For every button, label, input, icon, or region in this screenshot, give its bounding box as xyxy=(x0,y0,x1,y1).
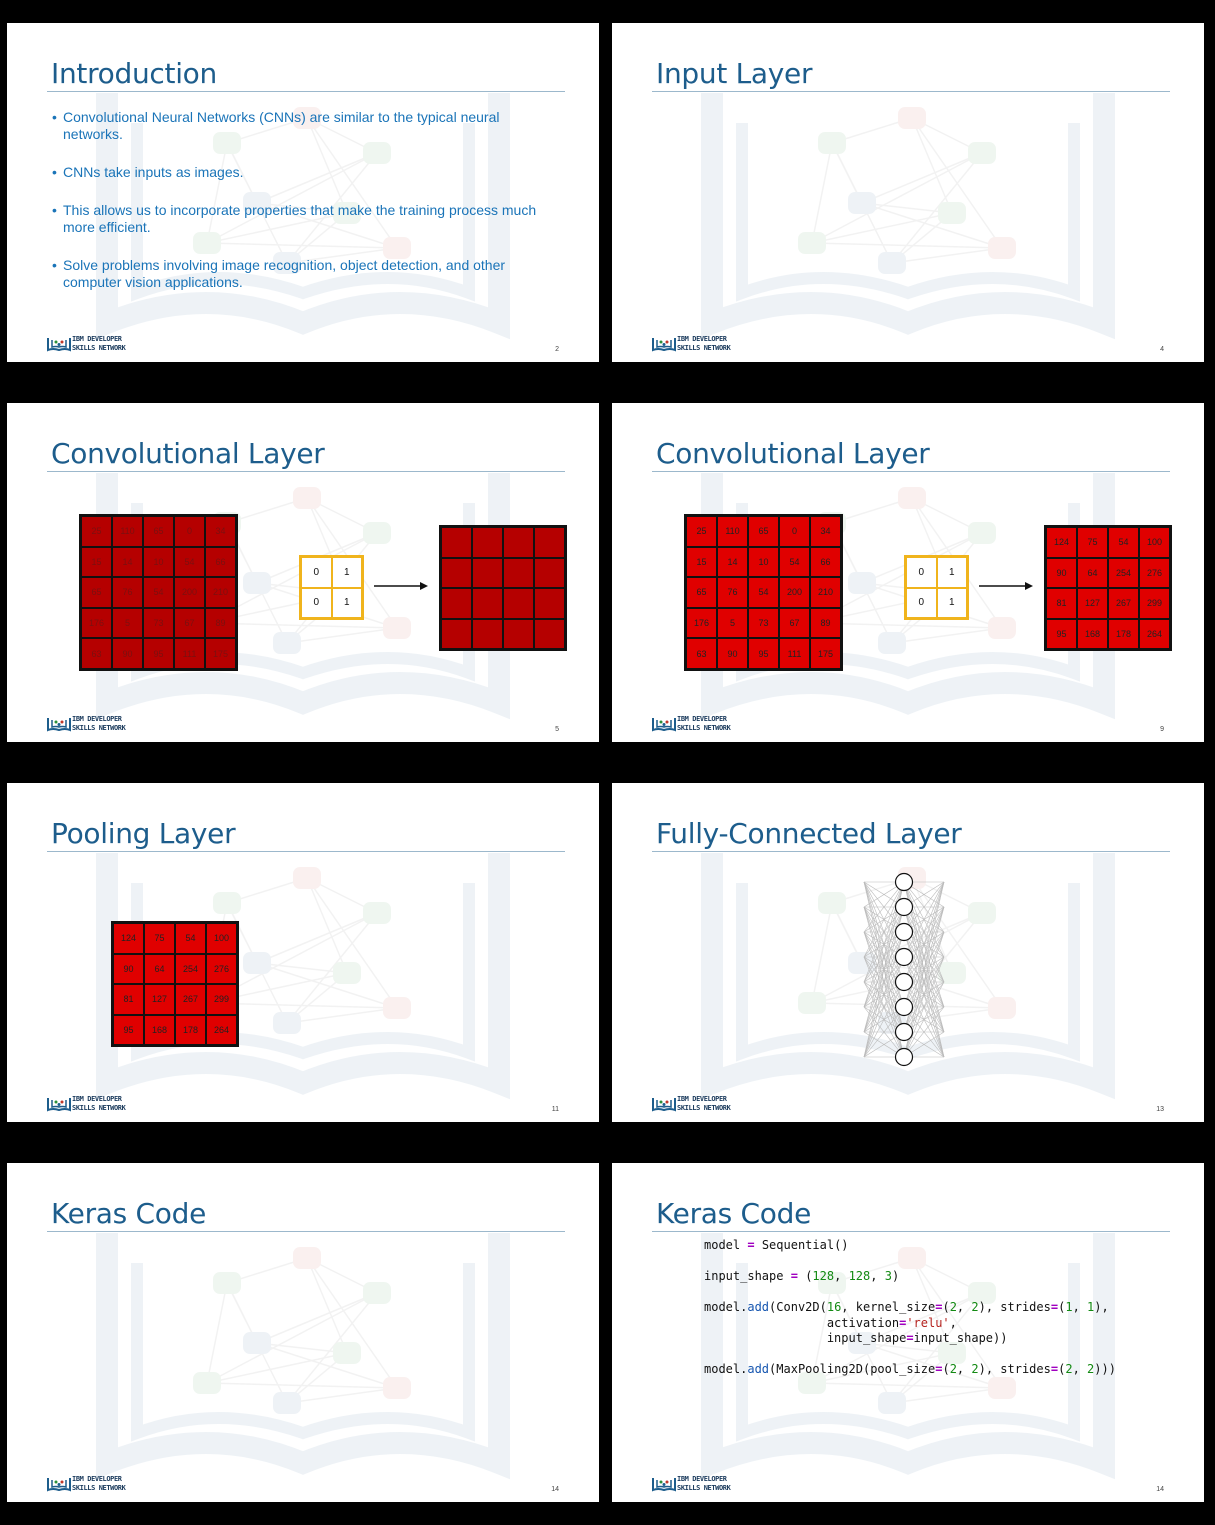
matrix-cell: 5 xyxy=(112,608,143,639)
matrix-cell: 267 xyxy=(1108,588,1139,619)
code-token: 16 xyxy=(826,1300,842,1314)
arrow-right-icon xyxy=(979,581,1033,591)
matrix-cell: 0 xyxy=(301,588,332,619)
code-token: = xyxy=(935,1300,943,1314)
matrix-cell: 254 xyxy=(1108,558,1139,589)
slide-keras-code-empty[interactable] xyxy=(4,1144,602,1516)
page-number: 14 xyxy=(1156,1486,1164,1493)
matrix-cell: 254 xyxy=(175,954,206,985)
page-number: 14 xyxy=(551,1486,559,1493)
book-logo-icon xyxy=(652,1476,676,1492)
code-token: 2 xyxy=(1065,1362,1073,1376)
bullet-item: • This allows us to incorporate properties that make the training process much more efficient. xyxy=(52,202,552,236)
page-number: 11 xyxy=(551,1106,559,1113)
ibm-logo xyxy=(652,1474,742,1494)
code-token: ( xyxy=(1058,1362,1066,1376)
matrix-cell: 0 xyxy=(906,588,937,619)
matrix-cell: 90 xyxy=(112,638,143,669)
code-token: , xyxy=(956,1362,972,1376)
code-token: ), strides xyxy=(978,1300,1051,1314)
matrix-cell: 127 xyxy=(1077,588,1108,619)
matrix-cell: 81 xyxy=(1046,588,1077,619)
matrix-cell xyxy=(503,619,534,650)
matrix-cell: 65 xyxy=(686,577,717,608)
watermark-shapes xyxy=(712,93,1104,323)
slide-title: Pooling Layer xyxy=(51,817,236,850)
matrix-cell: 75 xyxy=(1077,527,1108,558)
matrix-cell xyxy=(472,527,503,558)
matrix-cell: 0 xyxy=(906,557,937,588)
code-token: ( xyxy=(805,1269,813,1283)
matrix-cell: 76 xyxy=(717,577,748,608)
matrix-cell: 54 xyxy=(779,547,810,578)
ibm-logo xyxy=(652,334,742,354)
code-token: model. xyxy=(704,1300,748,1314)
code-token: 2 xyxy=(971,1300,979,1314)
matrix-cell: 10 xyxy=(143,547,174,578)
title-divider xyxy=(47,471,565,472)
matrix-cell: 63 xyxy=(81,638,112,669)
matrix-cell: 176 xyxy=(81,608,112,639)
code-token: 1 xyxy=(1087,1300,1095,1314)
matrix-cell: 15 xyxy=(81,547,112,578)
slide-keras-code[interactable] xyxy=(609,1144,1207,1516)
matrix-cell xyxy=(534,527,565,558)
matrix-cell: 200 xyxy=(174,577,205,608)
matrix-cell: 168 xyxy=(144,1015,175,1046)
matrix-cell: 54 xyxy=(1108,527,1139,558)
logo-text-line2: SKILLS NETWORK xyxy=(72,1484,126,1492)
title-divider xyxy=(47,851,565,852)
matrix-cell: 0 xyxy=(301,557,332,588)
matrix-cell: 178 xyxy=(175,1015,206,1046)
slide-fully-connected-layer[interactable] xyxy=(609,764,1207,1136)
title-divider xyxy=(47,1231,565,1232)
matrix-cell: 111 xyxy=(779,638,810,669)
code-token: = xyxy=(747,1238,755,1252)
matrix-cell: 10 xyxy=(748,547,779,578)
code-token: input_shape)) xyxy=(913,1331,1008,1345)
matrix-cell: 54 xyxy=(174,547,205,578)
matrix-cell: 89 xyxy=(205,608,236,639)
matrix-cell: 175 xyxy=(205,638,236,669)
matrix-cell: 276 xyxy=(206,954,237,985)
matrix-cell: 178 xyxy=(1108,619,1139,650)
matrix-cell: 299 xyxy=(1139,588,1170,619)
matrix-cell: 0 xyxy=(174,516,205,547)
kernel-matrix xyxy=(299,555,364,620)
title-divider xyxy=(47,91,565,92)
logo-text-line1: IBM DEVELOPER xyxy=(677,1475,727,1483)
bullet-item: • CNNs take inputs as images. xyxy=(52,164,552,181)
matrix-cell xyxy=(534,588,565,619)
matrix-cell xyxy=(534,558,565,589)
matrix-cell: 75 xyxy=(144,923,175,954)
matrix-cell xyxy=(472,558,503,589)
matrix-cell xyxy=(503,588,534,619)
matrix-cell: 100 xyxy=(1139,527,1170,558)
slide-title: Introduction xyxy=(51,57,217,90)
input-matrix xyxy=(79,514,238,671)
code-token: 2 xyxy=(949,1362,957,1376)
matrix-cell: 67 xyxy=(779,608,810,639)
matrix-cell xyxy=(472,619,503,650)
output-matrix xyxy=(439,525,567,651)
matrix-cell: 175 xyxy=(810,638,841,669)
code-token: add xyxy=(747,1300,770,1314)
logo-text-line1: IBM DEVELOPER xyxy=(677,1095,727,1103)
title-divider xyxy=(652,851,1170,852)
matrix-cell: 110 xyxy=(112,516,143,547)
matrix-cell: 34 xyxy=(810,516,841,547)
code-token: , xyxy=(1072,1362,1088,1376)
logo-text-line1: IBM DEVELOPER xyxy=(72,715,122,723)
code-token: , xyxy=(956,1300,972,1314)
logo-text-line2: SKILLS NETWORK xyxy=(677,1104,731,1112)
code-block xyxy=(704,1238,1116,1378)
matrix-cell: 34 xyxy=(205,516,236,547)
matrix-cell: 63 xyxy=(686,638,717,669)
page-number: 9 xyxy=(1160,726,1164,733)
matrix-cell xyxy=(441,558,472,589)
code-token: model. xyxy=(704,1362,748,1376)
code-token: ))) xyxy=(1094,1362,1116,1376)
book-logo-icon xyxy=(47,1476,71,1492)
slide-title: Keras Code xyxy=(51,1197,207,1230)
code-token: , xyxy=(870,1269,885,1283)
code-token: 'relu' xyxy=(906,1315,950,1330)
page-number: 5 xyxy=(555,726,559,733)
code-token: ) xyxy=(891,1269,900,1283)
code-token: ( xyxy=(942,1300,950,1314)
slide-title: Fully-Connected Layer xyxy=(656,817,962,850)
matrix-cell: 90 xyxy=(113,954,144,985)
matrix-cell: 90 xyxy=(717,638,748,669)
matrix-cell xyxy=(441,619,472,650)
matrix-cell xyxy=(534,619,565,650)
matrix-cell: 25 xyxy=(686,516,717,547)
output-matrix xyxy=(1044,525,1172,651)
code-token: = xyxy=(1050,1362,1059,1376)
slide-input-layer[interactable] xyxy=(609,4,1207,376)
page-number: 4 xyxy=(1160,346,1164,353)
neuron-node xyxy=(896,1024,913,1041)
code-token: input_shape xyxy=(826,1331,907,1345)
code-token: Sequential() xyxy=(761,1238,849,1252)
arrow-right-icon xyxy=(374,581,428,591)
matrix-cell: 1 xyxy=(937,588,968,619)
code-token: = xyxy=(1050,1300,1059,1314)
matrix-cell: 95 xyxy=(143,638,174,669)
matrix-cell: 95 xyxy=(113,1015,144,1046)
logo-text-line2: SKILLS NETWORK xyxy=(72,1104,126,1112)
matrix-cell: 100 xyxy=(206,923,237,954)
slide-title: Input Layer xyxy=(656,57,813,90)
matrix-cell: 81 xyxy=(113,984,144,1015)
logo-text-line1: IBM DEVELOPER xyxy=(72,335,122,343)
neural-network-diagram xyxy=(862,871,946,1069)
code-token: = xyxy=(790,1269,798,1283)
matrix-cell xyxy=(472,588,503,619)
matrix-cell: 110 xyxy=(717,516,748,547)
code-token: 1 xyxy=(1065,1300,1073,1314)
slide-title: Keras Code xyxy=(656,1197,812,1230)
neuron-node xyxy=(896,874,913,891)
matrix-cell: 124 xyxy=(1046,527,1077,558)
matrix-cell: 25 xyxy=(81,516,112,547)
matrix-cell: 210 xyxy=(205,577,236,608)
book-logo-icon xyxy=(652,716,676,732)
matrix-cell: 124 xyxy=(113,923,144,954)
title-divider xyxy=(652,471,1170,472)
neuron-node xyxy=(896,999,913,1016)
logo-text-line1: IBM DEVELOPER xyxy=(677,715,727,723)
ibm-logo xyxy=(652,714,742,734)
slide-title: Convolutional Layer xyxy=(51,437,325,470)
code-token: ( xyxy=(1058,1300,1066,1314)
matrix-cell: 65 xyxy=(81,577,112,608)
matrix-cell: 54 xyxy=(143,577,174,608)
code-token: , xyxy=(1072,1300,1088,1314)
logo-text-line2: SKILLS NETWORK xyxy=(677,344,731,352)
slide-introduction[interactable] xyxy=(4,4,602,376)
code-token: 128 xyxy=(848,1269,871,1283)
matrix-cell: 15 xyxy=(686,547,717,578)
matrix-cell: 64 xyxy=(144,954,175,985)
matrix-cell: 67 xyxy=(174,608,205,639)
matrix-cell: 176 xyxy=(686,608,717,639)
page-number: 2 xyxy=(555,346,559,353)
code-token: model xyxy=(704,1238,741,1252)
ibm-logo xyxy=(47,1474,137,1494)
slide-title: Convolutional Layer xyxy=(656,437,930,470)
code-token: ), strides xyxy=(978,1362,1051,1376)
matrix-cell: 5 xyxy=(717,608,748,639)
neuron-node xyxy=(896,1049,913,1066)
logo-text-line2: SKILLS NETWORK xyxy=(72,724,126,732)
neuron-node xyxy=(896,924,913,941)
book-logo-icon xyxy=(47,1096,71,1112)
page-number: 13 xyxy=(1156,1106,1164,1113)
code-token: input_shape xyxy=(704,1269,784,1283)
bullet-list xyxy=(52,109,552,312)
matrix-cell: 54 xyxy=(175,923,206,954)
code-token: activation xyxy=(826,1315,900,1330)
watermark-shapes xyxy=(107,1233,499,1463)
code-token: (MaxPooling2D(pool_size xyxy=(769,1362,936,1376)
matrix-cell: 90 xyxy=(1046,558,1077,589)
ibm-logo xyxy=(47,1094,137,1114)
code-token: = xyxy=(906,1331,914,1345)
code-token: ( xyxy=(942,1362,950,1376)
matrix-cell xyxy=(503,527,534,558)
logo-text-line1: IBM DEVELOPER xyxy=(72,1095,122,1103)
matrix-cell: 89 xyxy=(810,608,841,639)
kernel-matrix xyxy=(904,555,969,620)
matrix-cell: 73 xyxy=(748,608,779,639)
neuron-node xyxy=(896,949,913,966)
matrix-cell: 65 xyxy=(143,516,174,547)
code-token: ), xyxy=(1094,1300,1109,1314)
input-matrix xyxy=(684,514,843,671)
matrix-cell: 65 xyxy=(748,516,779,547)
matrix-cell: 76 xyxy=(112,577,143,608)
bullet-item: • Solve problems involving image recognition, object detection, and other computer vision applications. xyxy=(52,257,552,291)
logo-text-line2: SKILLS NETWORK xyxy=(677,1484,731,1492)
code-token: 3 xyxy=(884,1269,892,1283)
matrix-cell: 127 xyxy=(144,984,175,1015)
slide-convolutional-layer-empty[interactable] xyxy=(4,384,602,756)
code-token: 2 xyxy=(949,1300,957,1314)
code-token: add xyxy=(747,1362,770,1376)
matrix-cell xyxy=(441,588,472,619)
matrix-cell: 200 xyxy=(779,577,810,608)
pooling-matrix xyxy=(111,921,239,1047)
logo-text-line2: SKILLS NETWORK xyxy=(72,344,126,352)
title-divider xyxy=(652,91,1170,92)
code-token: , xyxy=(949,1315,957,1330)
ibm-logo xyxy=(47,334,137,354)
matrix-cell: 95 xyxy=(1046,619,1077,650)
code-token: = xyxy=(899,1315,907,1330)
matrix-cell: 64 xyxy=(1077,558,1108,589)
logo-text-line1: IBM DEVELOPER xyxy=(72,1475,122,1483)
matrix-cell: 66 xyxy=(205,547,236,578)
ibm-logo xyxy=(47,714,137,734)
matrix-cell: 66 xyxy=(810,547,841,578)
title-divider xyxy=(652,1231,1170,1232)
matrix-cell: 168 xyxy=(1077,619,1108,650)
logo-text-line2: SKILLS NETWORK xyxy=(677,724,731,732)
code-token: 2 xyxy=(1087,1362,1095,1376)
matrix-cell: 267 xyxy=(175,984,206,1015)
code-token: = xyxy=(935,1362,943,1376)
logo-text-line1: IBM DEVELOPER xyxy=(677,335,727,343)
code-token: 2 xyxy=(971,1362,979,1376)
ibm-logo xyxy=(652,1094,742,1114)
code-token: 128 xyxy=(812,1269,835,1283)
matrix-cell xyxy=(441,527,472,558)
book-logo-icon xyxy=(47,336,71,352)
matrix-cell: 0 xyxy=(779,516,810,547)
book-logo-icon xyxy=(47,716,71,732)
neuron-node xyxy=(896,974,913,991)
slide-convolutional-layer-filled[interactable] xyxy=(609,384,1207,756)
matrix-cell: 276 xyxy=(1139,558,1170,589)
matrix-cell: 54 xyxy=(748,577,779,608)
matrix-cell: 1 xyxy=(332,588,363,619)
bullet-item: • Convolutional Neural Networks (CNNs) are similar to the typical neural networks. xyxy=(52,109,552,143)
book-logo-icon xyxy=(652,336,676,352)
slide-pooling-layer[interactable] xyxy=(4,764,602,1136)
matrix-cell: 264 xyxy=(206,1015,237,1046)
neuron-node xyxy=(896,899,913,916)
matrix-cell: 1 xyxy=(937,557,968,588)
matrix-cell xyxy=(503,558,534,589)
matrix-cell: 14 xyxy=(112,547,143,578)
book-logo-icon xyxy=(652,1096,676,1112)
code-token: (Conv2D( xyxy=(769,1300,827,1314)
matrix-cell: 1 xyxy=(332,557,363,588)
code-token: , xyxy=(834,1269,849,1283)
matrix-cell: 95 xyxy=(748,638,779,669)
matrix-cell: 14 xyxy=(717,547,748,578)
matrix-cell: 111 xyxy=(174,638,205,669)
matrix-cell: 73 xyxy=(143,608,174,639)
matrix-cell: 299 xyxy=(206,984,237,1015)
matrix-cell: 210 xyxy=(810,577,841,608)
matrix-cell: 264 xyxy=(1139,619,1170,650)
code-token: , kernel_size xyxy=(841,1300,936,1314)
